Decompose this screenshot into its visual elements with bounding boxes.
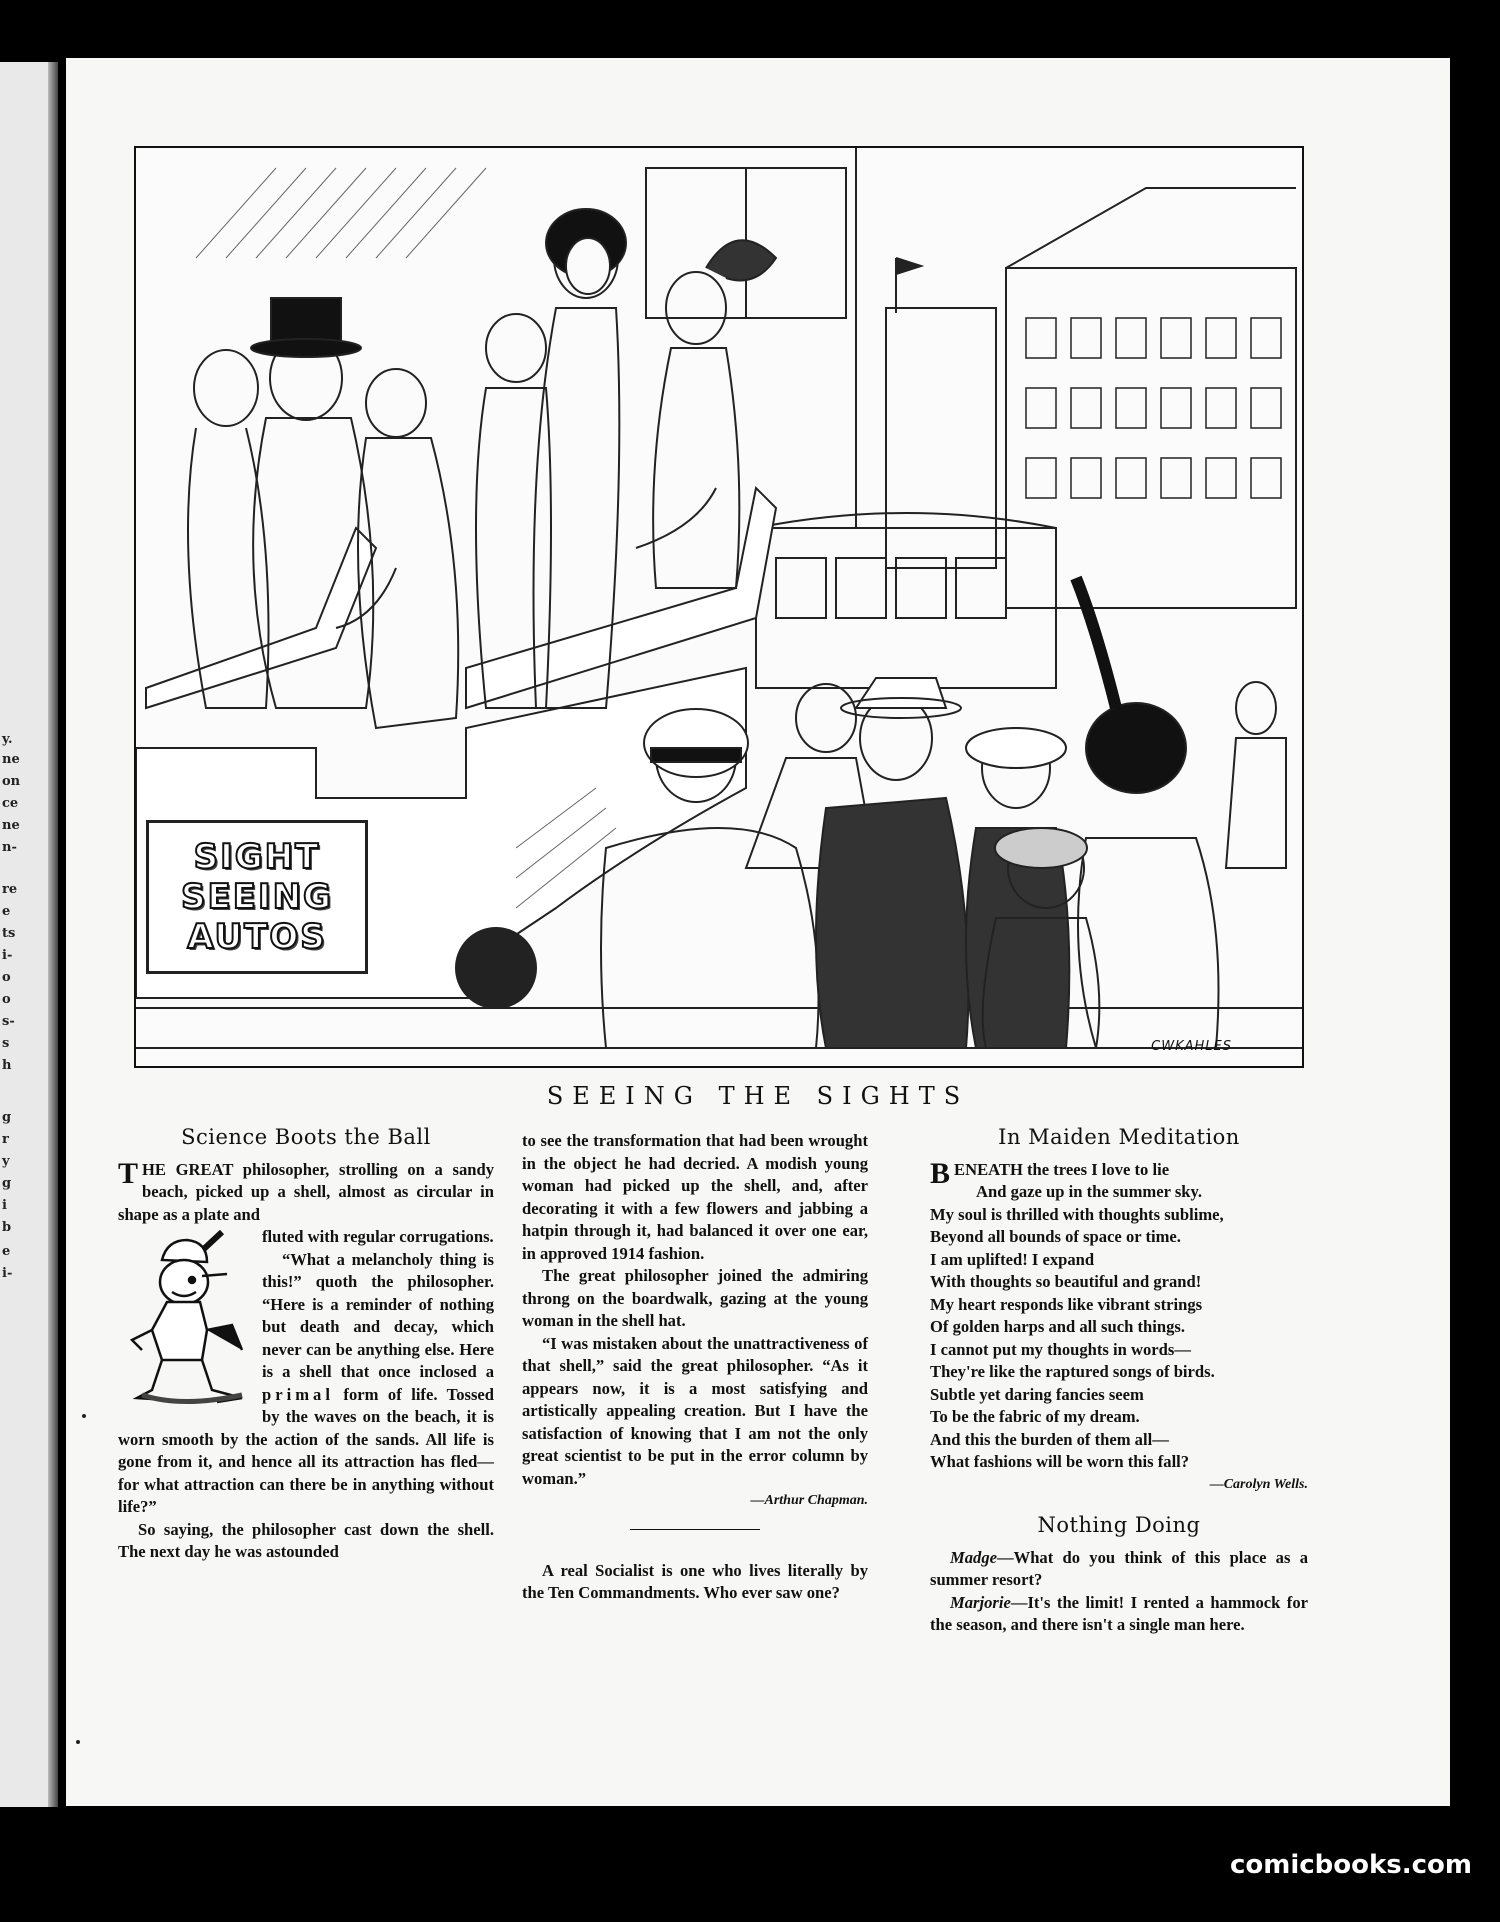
page-spine (48, 62, 58, 1807)
illustration-caption: SEEING THE SIGHTS (546, 1082, 970, 1110)
spaced-word: primal (262, 1384, 334, 1404)
socialist-quip: A real Socialist is one who lives literally by the Ten Commandments. Who ever saw one? (522, 1560, 868, 1602)
drop-cap: T (118, 1156, 139, 1190)
article-paragraph-3: So saying, the philosopher cast down the shell. The next day he was astounded (118, 1519, 494, 1561)
left-page-fragment: h (2, 1058, 12, 1073)
left-page-fragment: ne (2, 818, 20, 833)
left-page-fragment: ne (2, 752, 20, 767)
speaker-madge: Madge (950, 1547, 998, 1567)
paragraph-2-text-end: form of life. Tossed by the waves on the beach, it is worn smooth by the action of the sands. All life is gone from it, and hence all its attraction has fled—for what attraction can there be in anything without life?” (118, 1384, 494, 1516)
dialogue-text: —What do you think of this place as a summer resort? (930, 1547, 1308, 1589)
poem-line: What fashions will be worn this fall? (930, 1452, 1190, 1471)
left-page-fragment: i- (2, 948, 13, 963)
poem-drop-cap: B (930, 1156, 951, 1190)
left-page-fragment: b (2, 1220, 12, 1235)
sign-line-1: SIGHT (193, 837, 321, 877)
dialogue-marjorie (930, 1592, 1308, 1637)
dialogue-text: —It's the limit! I rented a hammock for the season, and there isn't a single man here. (930, 1592, 1308, 1634)
dialogue-madge (930, 1547, 1308, 1592)
poem-line: With thoughts so beautiful and grand! (930, 1272, 1202, 1291)
column-middle (522, 1130, 868, 1605)
article-paragraph-1 (118, 1156, 494, 1227)
magazine-page (66, 58, 1450, 1806)
left-page-fragment: g (2, 1176, 12, 1191)
poem-line: They're like the raptured songs of birds. (930, 1362, 1215, 1381)
left-page-fragment: r (2, 1132, 9, 1147)
sightseeing-illustration (134, 146, 1304, 1068)
left-page-fragment: ce (2, 796, 19, 811)
left-page-fragment: y (2, 1154, 10, 1169)
poem-line: Subtle yet daring fancies seem (930, 1384, 1144, 1404)
byline-carolyn-wells: —Carolyn Wells. (1209, 1476, 1308, 1492)
sightseeing-autos-sign (146, 820, 368, 974)
poem-line: Beyond all bounds of space or time. (930, 1227, 1181, 1246)
poem-first-line (930, 1156, 1308, 1190)
column-left (118, 1126, 494, 1564)
left-page-fragment: re (2, 882, 18, 897)
column-right (930, 1126, 1308, 1637)
page-speck (82, 1414, 86, 1418)
left-page-fragment: s (2, 1036, 10, 1051)
poem-line: My heart responds like vibrant strings (930, 1294, 1203, 1314)
paragraph-2-text: “What a melancholy thing is this!” quoth the philosopher. “Here is a reminder of nothing but death and decay, which never can be anything else. Here is a shell that once inclosed a (262, 1249, 494, 1381)
left-page-fragment: g (2, 1110, 12, 1125)
left-page-fragment: o (2, 970, 11, 985)
artist-signature: CWKAHLES (1151, 1039, 1232, 1054)
article-title-nothing-doing: Nothing Doing (1037, 1513, 1201, 1537)
left-page-fragment: ts (2, 926, 16, 941)
page-speck (76, 1740, 80, 1744)
poem-line: To be the fabric of my dream. (930, 1407, 1140, 1426)
poem-line: ENEATH the trees I love to lie (954, 1159, 1170, 1179)
left-page-fragment: s- (2, 1014, 15, 1029)
poem-line: My soul is thrilled with thoughts sublime, (930, 1204, 1224, 1224)
speaker-marjorie: Marjorie (950, 1592, 1011, 1612)
sign-line-3: AUTOS (187, 917, 327, 957)
poem-line: And gaze up in the summer sky. (976, 1182, 1203, 1201)
left-page-fragment: y. (2, 732, 13, 747)
article-cont-paragraph-3: “I was mistaken about the unattractiveness of that shell,” said the great philosopher. “As it appears now, it is a most satisfying and artistically appealing creation. But I have the satisfaction of knowing that I am not the only great scientist to be put in the error column by woman.” (522, 1333, 868, 1488)
left-page-fragment: o (2, 992, 11, 1007)
left-page-fragment: e (2, 1244, 11, 1259)
paragraph-lead-text: HE GREAT philosopher, strolling on a sandy beach, picked up a shell, almost as circular in shape as a plate and (118, 1159, 494, 1224)
article-paragraph-1-wrap: fluted with regular corrugations. (262, 1227, 494, 1246)
poem-title-in-maiden-meditation: In Maiden Meditation (998, 1125, 1240, 1149)
article-title-science-boots-the-ball: Science Boots the Ball (181, 1125, 431, 1149)
byline-arthur-chapman: —Arthur Chapman. (750, 1493, 868, 1508)
poem-body (930, 1156, 1308, 1497)
article-cont-paragraph-1: to see the transformation that had been wrought in the object he had decried. A modish young woman had picked up the shell, and, after decorating it with a few flowers and jabbing a hatpin through it, had balanced it over one ear, in approved 1914 fashion. (522, 1131, 868, 1263)
section-divider (630, 1529, 760, 1530)
poem-line: I cannot put my thoughts in words— (930, 1339, 1191, 1359)
left-page-fragment: i (2, 1198, 7, 1213)
article-cont-paragraph-2: The great philosopher joined the admiring throng on the boardwalk, gazing at the young woman in the shell hat. (522, 1266, 868, 1330)
left-page-fragment: n- (2, 840, 17, 855)
poem-line: I am uplifted! I expand (930, 1249, 1095, 1269)
baseball-mascot-icon (122, 1230, 256, 1408)
left-page-fragment: e (2, 904, 11, 919)
poem-line: Of golden harps and all such things. (930, 1317, 1185, 1336)
left-page-fragment: i- (2, 1266, 13, 1281)
sign-line-2: SEEING (181, 877, 333, 917)
site-watermark: comicbooks.com (1229, 1850, 1472, 1880)
left-page-edge (0, 62, 58, 1807)
poem-line: And this the burden of them all— (930, 1429, 1169, 1449)
left-page-fragment: on (2, 774, 21, 789)
